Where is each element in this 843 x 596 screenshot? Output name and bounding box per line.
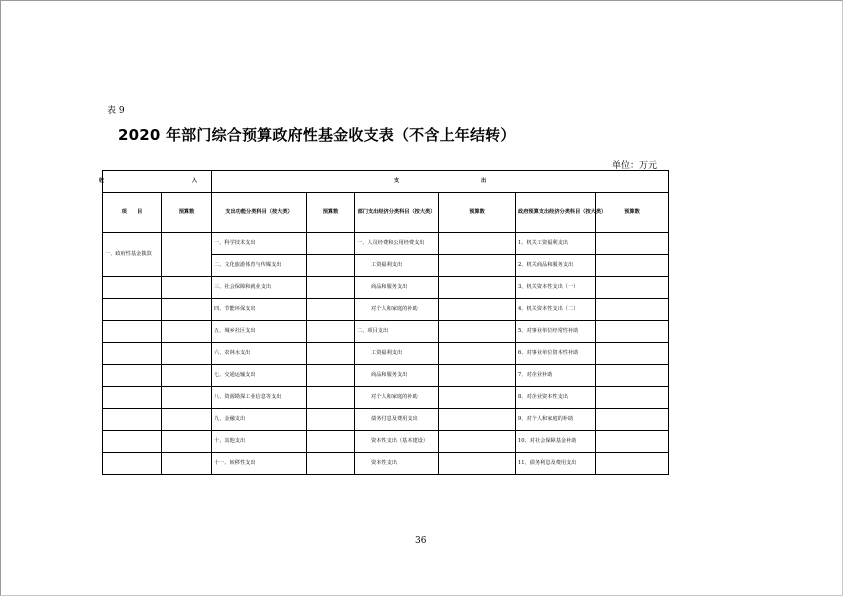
dept-econ-cell: 资本性支出	[355, 453, 439, 475]
budget-cell	[307, 277, 355, 299]
budget-cell	[439, 277, 516, 299]
income-budget-cell	[162, 277, 212, 299]
budget-cell	[596, 387, 669, 409]
gov-econ-cell: 4、机关资本性支出（二）	[516, 299, 596, 321]
unit-label: 单位：万元	[612, 161, 658, 171]
budget-cell	[307, 233, 355, 255]
func-class-cell: 六、农林水支出	[212, 343, 307, 365]
budget-cell	[439, 387, 516, 409]
func-class-cell: 一、科学技术支出	[212, 233, 307, 255]
gov-econ-cell: 2、机关商品和服务支出	[516, 255, 596, 277]
budget-cell	[596, 321, 669, 343]
table-label: 表 9	[107, 106, 125, 116]
expense-header-left: 支	[393, 178, 400, 184]
gov-econ-cell: 3、机关资本性支出（一）	[516, 277, 596, 299]
dept-econ-cell: 债务付息及费用支出	[355, 409, 439, 431]
income-budget-cell	[162, 387, 212, 409]
income-item: 一、政府性基金拨款	[103, 233, 162, 277]
gov-econ-cell: 11、债务利息及费用支出	[516, 453, 596, 475]
budget-cell	[596, 299, 669, 321]
budget-cell	[439, 409, 516, 431]
budget-cell	[439, 255, 516, 277]
gov-econ-cell: 8、对企业资本性支出	[516, 387, 596, 409]
dept-econ-cell: 二、项目支出	[355, 321, 439, 343]
gov-econ-cell: 10、对社会保障基金补助	[516, 431, 596, 453]
budget-cell	[307, 255, 355, 277]
func-class-cell: 三、社会保障和就业支出	[212, 277, 307, 299]
func-class-cell: 十、其他支出	[212, 431, 307, 453]
budget-cell	[439, 343, 516, 365]
budget-cell	[596, 343, 669, 365]
col-header-budget-4: 预算数	[596, 193, 669, 233]
budget-cell	[307, 453, 355, 475]
dept-econ-cell: 商品和服务支出	[355, 365, 439, 387]
budget-cell	[439, 233, 516, 255]
expense-header-right: 出	[480, 178, 487, 184]
budget-cell	[439, 299, 516, 321]
table-row	[103, 453, 669, 475]
budget-cell	[596, 277, 669, 299]
income-item-cell	[103, 409, 162, 431]
dept-econ-cell: 商品和服务支出	[355, 277, 439, 299]
dept-econ-cell: 对个人和家庭的补助	[355, 299, 439, 321]
col-header-budget-1: 预算数	[162, 193, 212, 233]
func-class-cell: 七、交通运输支出	[212, 365, 307, 387]
budget-cell	[307, 343, 355, 365]
header-row-1	[103, 171, 669, 193]
func-class-cell: 八、资源勘探工业信息等支出	[212, 387, 307, 409]
budget-cell	[307, 431, 355, 453]
col-header-project: 项 目	[103, 193, 162, 233]
table-row	[103, 277, 669, 299]
budget-cell	[307, 321, 355, 343]
gov-econ-cell: 6、对事业单位资本性补助	[516, 343, 596, 365]
func-class-cell: 二、文化旅游体育与传媒支出	[212, 255, 307, 277]
budget-cell	[307, 365, 355, 387]
budget-cell	[596, 233, 669, 255]
func-class-cell: 十一、转移性支出	[212, 453, 307, 475]
budget-cell	[307, 409, 355, 431]
dept-econ-cell: 一、人员经费和公用经费支出	[355, 233, 439, 255]
budget-cell	[439, 365, 516, 387]
income-item-cell	[103, 365, 162, 387]
col-header-dept-econ-class: 部门支出经济分类科目（按大类）	[355, 193, 439, 233]
header-row-2	[103, 193, 669, 233]
income-item-cell	[103, 299, 162, 321]
income-item-cell	[103, 453, 162, 475]
budget-cell	[596, 409, 669, 431]
dept-econ-cell: 资本性支出（基本建设）	[355, 431, 439, 453]
table-row	[103, 431, 669, 453]
page-number: 36	[415, 536, 427, 546]
table-row	[103, 387, 669, 409]
budget-cell	[596, 431, 669, 453]
income-item-cell	[103, 277, 162, 299]
budget-cell	[439, 431, 516, 453]
func-class-cell: 九、金融支出	[212, 409, 307, 431]
income-header-left: 收	[98, 178, 105, 184]
income-item-cell	[103, 321, 162, 343]
income-item-cell	[103, 343, 162, 365]
budget-table	[98, 170, 669, 475]
income-header-right: 入	[191, 178, 198, 184]
income-budget-cell	[162, 321, 212, 343]
table-row	[103, 299, 669, 321]
dept-econ-cell: 对个人和家庭的补助	[355, 387, 439, 409]
dept-econ-cell: 工资福利支出	[355, 255, 439, 277]
income-budget-cell	[162, 233, 212, 277]
document-title: 2020 年部门综合预算政府性基金收支表（不含上年结转）	[118, 126, 516, 144]
budget-cell	[439, 321, 516, 343]
table-row	[103, 365, 669, 387]
income-item-cell	[103, 387, 162, 409]
table-row	[103, 321, 669, 343]
func-class-cell: 五、城乡社区支出	[212, 321, 307, 343]
col-header-func-class: 支出功能分类科目（按大类）	[212, 193, 307, 233]
income-budget-cell	[162, 409, 212, 431]
col-header-budget-3: 预算数	[439, 193, 516, 233]
income-budget-cell	[162, 453, 212, 475]
budget-cell	[439, 453, 516, 475]
budget-cell	[596, 365, 669, 387]
expense-header	[212, 171, 669, 193]
func-class-cell: 四、节能环保支出	[212, 299, 307, 321]
gov-econ-cell: 1、机关工资福利支出	[516, 233, 596, 255]
budget-cell	[307, 299, 355, 321]
table-row	[103, 233, 669, 255]
gov-econ-cell: 9、对个人和家庭的补助	[516, 409, 596, 431]
gov-econ-cell: 5、对事业单位经常性补助	[516, 321, 596, 343]
income-budget-cell	[162, 431, 212, 453]
income-header	[98, 171, 212, 193]
budget-cell	[307, 387, 355, 409]
dept-econ-cell: 工资福利支出	[355, 343, 439, 365]
income-budget-cell	[162, 299, 212, 321]
income-item-cell	[103, 431, 162, 453]
table-row	[103, 409, 669, 431]
gov-econ-cell: 7、对企业补助	[516, 365, 596, 387]
col-header-gov-econ-class: 政府预算支出经济分类科目（按大类）	[516, 193, 596, 233]
col-header-budget-2: 预算数	[307, 193, 355, 233]
income-budget-cell	[162, 365, 212, 387]
budget-cell	[596, 255, 669, 277]
budget-cell	[596, 453, 669, 475]
income-budget-cell	[162, 343, 212, 365]
table-row	[103, 343, 669, 365]
